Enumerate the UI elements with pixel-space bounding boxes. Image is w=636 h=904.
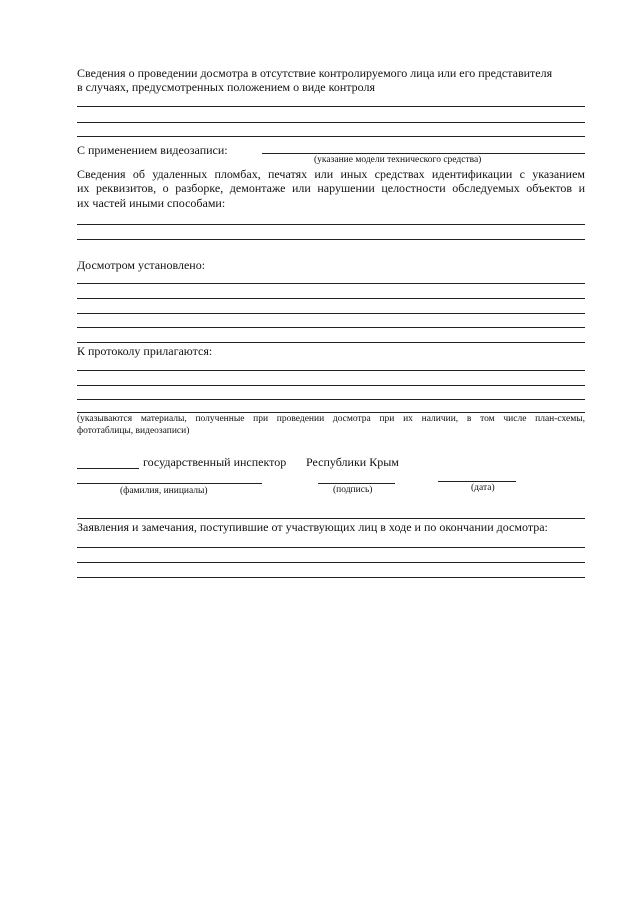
attachments-fill-line-3[interactable] xyxy=(77,399,585,400)
signature-hint: (подпись) xyxy=(333,485,373,495)
attachments-fill-line-2[interactable] xyxy=(77,385,585,386)
video-device-hint: (указание модели технического средства) xyxy=(314,155,482,165)
date-hint: (дата) xyxy=(471,483,495,493)
absence-info-line-2: в случаях, предусмотренных положением о виде контроля xyxy=(77,80,376,94)
remarks-top-line xyxy=(77,518,585,519)
attachments-fill-line-4[interactable] xyxy=(77,412,585,413)
established-label: Досмотром установлено: xyxy=(77,258,206,272)
inspector-title: государственный инспектор xyxy=(143,455,287,469)
remarks-fill-line-1[interactable] xyxy=(77,547,585,548)
date-fill-line[interactable] xyxy=(438,481,516,482)
attachments-fill-line-1[interactable] xyxy=(77,370,585,371)
attachments-hint-line-2: фототаблицы, видеозаписи) xyxy=(77,426,190,436)
absence-fill-line-1[interactable] xyxy=(77,106,585,107)
attachments-hint-line-1: (указываются материалы, полученные при проведении досмотра при их наличии, в том числе план-схемы, xyxy=(77,414,585,424)
absence-fill-line-2[interactable] xyxy=(77,122,585,123)
remarks-label: Заявления и замечания, поступившие от участвующих лиц в ходе и по окончании досмотра: xyxy=(77,520,548,534)
established-fill-line-1[interactable] xyxy=(77,283,585,284)
name-hint: (фамилия, инициалы) xyxy=(120,486,208,496)
established-fill-line-5[interactable] xyxy=(77,342,585,343)
absence-info-line-1: Сведения о проведении досмотра в отсутствие контролируемого лица или его представителя xyxy=(77,66,553,80)
video-device-fill-line[interactable] xyxy=(262,153,585,154)
absence-fill-line-3[interactable] xyxy=(77,136,585,137)
attachments-label: К протоколу прилагаются: xyxy=(77,344,213,358)
established-fill-line-2[interactable] xyxy=(77,298,585,299)
video-recording-label: С применением видеозаписи: xyxy=(77,143,228,157)
inspector-prefix-fill-line[interactable] xyxy=(77,468,139,469)
name-fill-line[interactable] xyxy=(77,483,262,484)
signature-fill-line[interactable] xyxy=(318,483,395,484)
seals-info-line-3: их частей иными способами: xyxy=(77,196,226,210)
established-fill-line-3[interactable] xyxy=(77,313,585,314)
remarks-fill-line-2[interactable] xyxy=(77,562,585,563)
established-fill-line-4[interactable] xyxy=(77,327,585,328)
remarks-fill-line-3[interactable] xyxy=(77,577,585,578)
seals-fill-line-1[interactable] xyxy=(77,224,585,225)
seals-info-line-1: Сведения об удаленных пломбах, печатях или иных средствах идентификации с указанием xyxy=(77,167,585,181)
inspector-region: Республики Крым xyxy=(306,455,399,469)
seals-info-line-2: их реквизитов, о разборке, демонтаже или нарушении целостности обследуемых объектов и xyxy=(77,181,585,195)
seals-fill-line-2[interactable] xyxy=(77,239,585,240)
